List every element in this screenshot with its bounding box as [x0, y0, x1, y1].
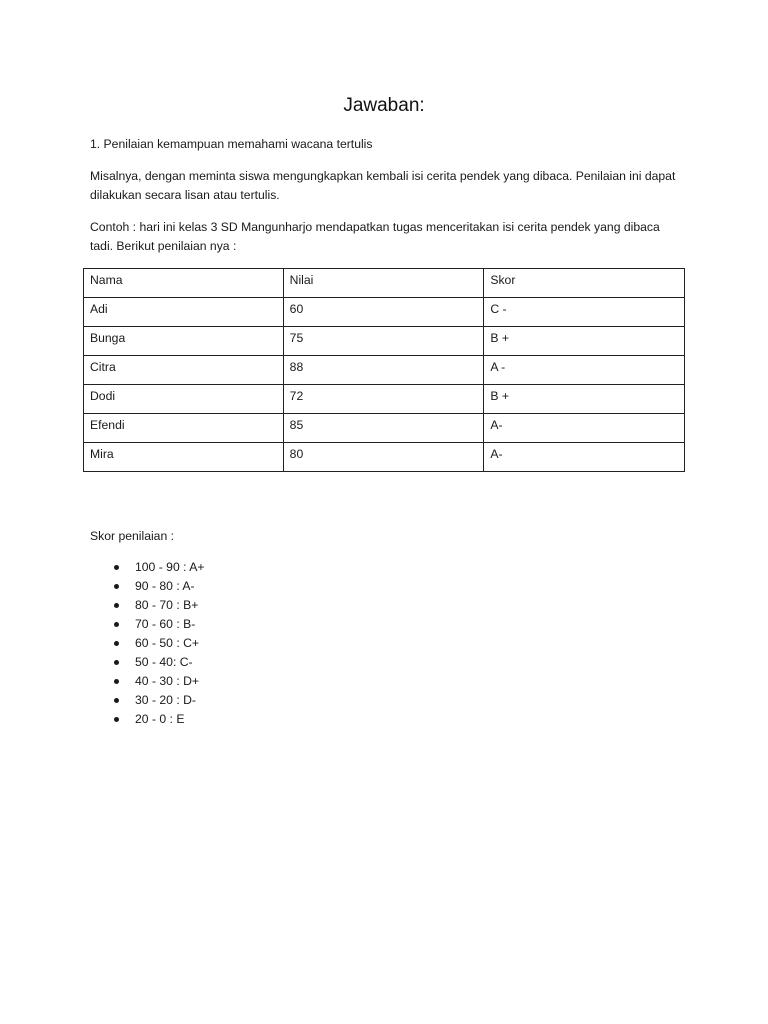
- list-item-label: 20 - 0 : E: [135, 712, 185, 726]
- cell-skor: A-: [484, 414, 685, 443]
- section-heading: 1. Penilaian kemampuan memahami wacana tertulis: [90, 137, 373, 151]
- legend-title: Skor penilaian :: [90, 529, 175, 543]
- list-item-label: 60 - 50 : C+: [135, 636, 200, 650]
- table-row: [84, 385, 685, 414]
- list-item: [90, 615, 204, 634]
- list-item: [90, 653, 204, 672]
- list-item: [90, 596, 204, 615]
- list-item-label: 30 - 20 : D-: [135, 693, 196, 707]
- page-title: Jawaban:: [343, 95, 425, 116]
- cell-nilai: 85: [283, 414, 484, 443]
- bullet-icon: [114, 717, 119, 722]
- example-paragraph: Contoh : hari ini kelas 3 SD Mangunharjo mendapatkan tugas menceritakan isi cerita pendek yang dibaca tadi. Berikut penilaian nya :: [90, 220, 660, 253]
- bullet-icon: [114, 679, 119, 684]
- cell-nama: Citra: [84, 356, 284, 385]
- column-header-skor: Skor: [484, 269, 685, 298]
- bullet-icon: [114, 584, 119, 589]
- cell-skor: B +: [484, 385, 685, 414]
- table-header-row: [84, 269, 685, 298]
- cell-skor: C -: [484, 298, 685, 327]
- bullet-icon: [114, 698, 119, 703]
- cell-skor: A -: [484, 356, 685, 385]
- column-header-nama: Nama: [84, 269, 284, 298]
- cell-nilai: 72: [283, 385, 484, 414]
- cell-nilai: 75: [283, 327, 484, 356]
- score-table: [83, 268, 685, 472]
- table-row: [84, 443, 685, 472]
- list-item: [90, 691, 204, 710]
- list-item-label: 50 - 40: C-: [135, 655, 193, 669]
- list-item-label: 80 - 70 : B+: [135, 598, 199, 612]
- cell-nilai: 60: [283, 298, 484, 327]
- cell-nama: Dodi: [84, 385, 284, 414]
- bullet-icon: [114, 641, 119, 646]
- cell-nama: Bunga: [84, 327, 284, 356]
- cell-nama: Efendi: [84, 414, 284, 443]
- list-item: [90, 577, 204, 596]
- list-item-label: 90 - 80 : A-: [135, 579, 195, 593]
- score-legend-list: [90, 558, 204, 729]
- bullet-icon: [114, 622, 119, 627]
- list-item-label: 70 - 60 : B-: [135, 617, 196, 631]
- list-item: [90, 672, 204, 691]
- list-item: [90, 710, 204, 729]
- cell-nilai: 88: [283, 356, 484, 385]
- cell-skor: B +: [484, 327, 685, 356]
- cell-nama: Adi: [84, 298, 284, 327]
- list-item-label: 40 - 30 : D+: [135, 674, 200, 688]
- bullet-icon: [114, 603, 119, 608]
- bullet-icon: [114, 565, 119, 570]
- table-row: [84, 298, 685, 327]
- list-item: [90, 634, 204, 653]
- table-row: [84, 356, 685, 385]
- cell-nilai: 80: [283, 443, 484, 472]
- table-row: [84, 414, 685, 443]
- table-row: [84, 327, 685, 356]
- cell-skor: A-: [484, 443, 685, 472]
- list-item-label: 100 - 90 : A+: [135, 560, 205, 574]
- cell-nama: Mira: [84, 443, 284, 472]
- column-header-nilai: Nilai: [283, 269, 484, 298]
- list-item: [90, 558, 204, 577]
- intro-paragraph: Misalnya, dengan meminta siswa mengungkapkan kembali isi cerita pendek yang dibaca. Penilaian ini dapat dilakukan secara lisan atau tertulis.: [90, 169, 676, 202]
- bullet-icon: [114, 660, 119, 665]
